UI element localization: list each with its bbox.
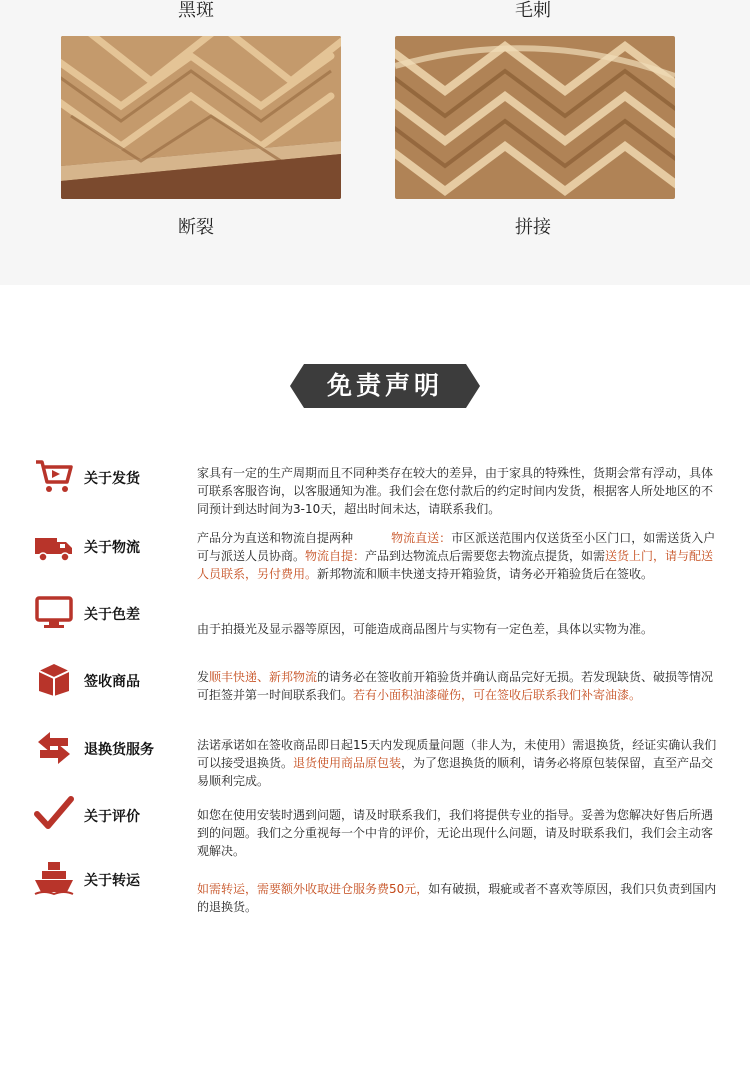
returns-keep-package: ，为了您退换货的顺利，请务必将原包装保留，直至产品交易顺利完成。 — [197, 756, 714, 788]
logistics-door-delivery: 送货上门，请与配送人员联系，另付费用。 — [197, 549, 714, 581]
logistics-direct-label: 物流直送： — [391, 531, 452, 545]
logistics-inspect-text: 新邦物流和顺丰快递支持开箱验货，请务必开箱验货后在签收。 — [317, 567, 654, 581]
exchange-arrows-icon — [34, 730, 74, 766]
shopping-cart-icon — [34, 458, 74, 494]
returns-text: 法诺承诺如在签收商品即日起15天内发现质量问题（非人为，未使用）需退换货，经证实确认我们可以接受退换货。 — [197, 738, 717, 770]
row-text-shipping — [197, 464, 722, 518]
caption-splice: 拼接 — [515, 217, 551, 238]
row-text-transship — [197, 880, 722, 916]
delivery-truck-icon — [34, 530, 74, 566]
receiving-carriers: 顺丰快递、新邦物流 — [209, 670, 318, 684]
row-label-color: 关于色差 — [84, 607, 140, 623]
row-label-logistics: 关于物流 — [84, 540, 140, 556]
row-label-receiving: 签收商品 — [84, 674, 140, 690]
row-text-color — [197, 620, 722, 638]
disclaimer-title-badge — [290, 364, 480, 408]
returns-original-package: 退货使用商品原包装 — [293, 756, 402, 770]
logistics-direct-text: 市区派送范围内仅送货至小区门口，如需送货入户可与派送人员协商。 — [197, 531, 716, 563]
cargo-ship-icon — [34, 860, 74, 896]
shipping-text: 家具有一定的生产周期而且不同种类存在较大的差异，由于家具的特殊性，货期会常有浮动，具体可联系客服咨询，以客服通知为准。我们会在您付款后的约定时间内发货，根据客人所处地区的不同预计到达时间为3-10天，超出时间未达，请联系我们。 — [197, 466, 714, 516]
disclaimer-title: 免责声明 — [326, 371, 443, 400]
logistics-pickup-text: 产品到达物流点后需要您去物流点提货，如需 — [365, 549, 606, 563]
rattan-weave-photo — [395, 36, 675, 199]
defect-photo-section — [0, 0, 750, 285]
caption-burr: 毛刺 — [515, 0, 551, 21]
caption-fracture: 断裂 — [178, 217, 214, 238]
transship-text: 如有破损，瑕疵或者不喜欢等原因，我们只负责到国内的退换货。 — [197, 882, 717, 914]
reviews-text: 如您在使用安装时遇到问题，请及时联系我们，我们将提供专业的指导。妥善为您解决好售后所遇到的问题。我们之分重视每一个中肯的评价，无论出现什么问题，请及时联系我们，我们会主动客观解决。 — [197, 808, 714, 858]
receiving-text: 的请务必在签收前开箱验货并确认商品完好无损。若发现缺货、破损等情况可拒签并第一时间联系我们。 — [197, 670, 714, 702]
row-text-reviews — [197, 806, 722, 860]
monitor-icon — [34, 595, 74, 631]
color-text: 由于拍摄光及显示器等原因，可能造成商品图片与实物有一定色差，具体以实物为准。 — [197, 622, 654, 636]
transship-fee: 如需转运，需要额外收取进仓服务费50元， — [197, 882, 429, 896]
row-text-returns — [197, 736, 722, 790]
logistics-pickup-label: 物流自提： — [305, 549, 366, 563]
caption-black-spot: 黑斑 — [178, 0, 214, 21]
receiving-prefix: 发 — [197, 670, 210, 684]
row-label-returns: 退换货服务 — [84, 742, 154, 758]
row-label-shipping: 关于发货 — [84, 471, 140, 487]
row-text-logistics — [197, 529, 722, 583]
checkmark-icon — [34, 796, 74, 832]
row-label-transship: 关于转运 — [84, 873, 140, 889]
logistics-intro: 产品分为直送和物流自提两种 — [197, 531, 354, 545]
row-label-reviews: 关于评价 — [84, 809, 140, 825]
receiving-paint-note: 若有小面积油漆碰伤，可在签收后联系我们补寄油漆。 — [353, 688, 642, 702]
row-text-receiving — [197, 668, 722, 704]
rattan-break-photo — [61, 36, 341, 199]
package-box-icon — [34, 661, 74, 697]
